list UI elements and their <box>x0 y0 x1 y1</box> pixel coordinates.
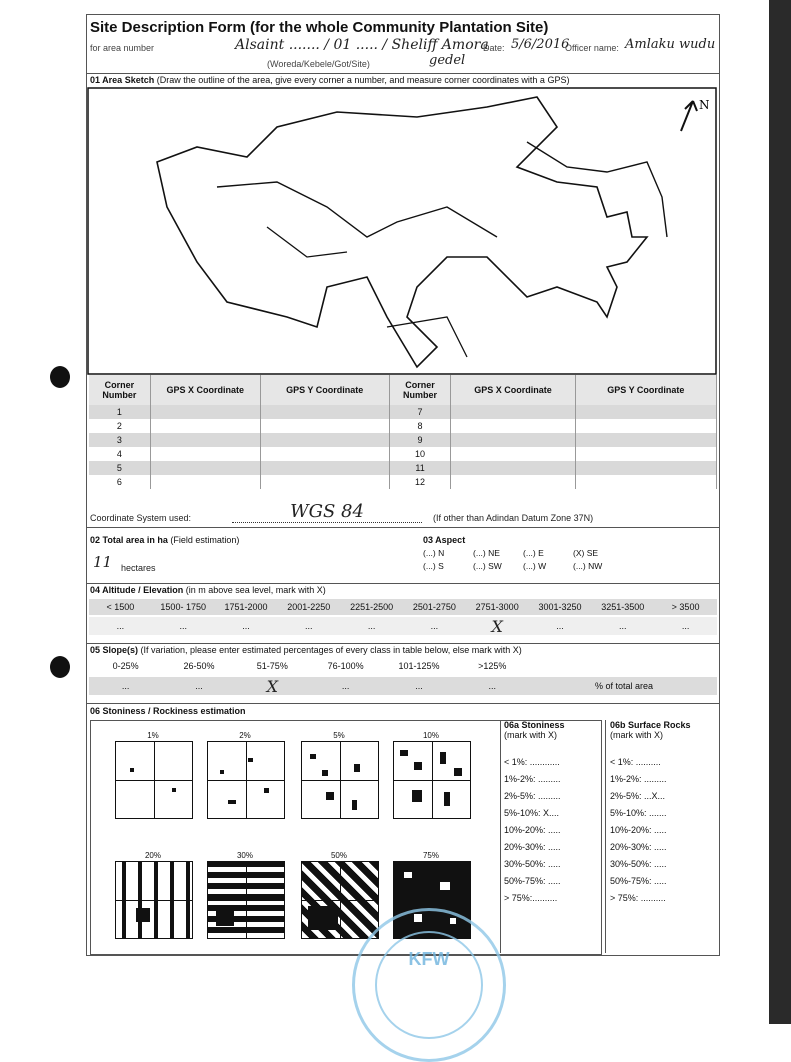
stoniness-5pct <box>301 741 379 819</box>
section-06-title: 06 Stoniness / Rockiness estimation <box>90 706 246 716</box>
stamp-text: KFW <box>408 949 450 969</box>
table-row: 6 12 <box>89 475 717 489</box>
area-sketch <box>87 87 719 375</box>
col-header: GPS Y Coordinate <box>575 375 716 405</box>
col-header: GPS Y Coordinate <box>260 375 389 405</box>
section-05-title: 05 Slope(s) (If variation, please enter estimated percentages of every class in table below, else mark with X) <box>90 645 522 655</box>
location-sublabel: (Woreda/Kebele/Got/Site) <box>267 59 370 69</box>
stoniness-2pct <box>207 741 285 819</box>
pct-label: 5% <box>333 731 345 740</box>
punch-hole <box>50 366 70 388</box>
site-value[interactable]: gedel <box>429 53 466 68</box>
col-header: Corner Number <box>389 375 451 405</box>
site-description-form <box>86 14 720 956</box>
col-header: Corner Number <box>89 375 150 405</box>
stoniness-list: 06a Stoniness (mark with X) < 1%: ............ 1%-2%: ......... 2%-5%: ......... 5%-10%: X.... 10%-20%: ..... 20%-30%: ..... 30%-50%: ..... 50%-75%: ..... > 75%:.......... <box>500 720 606 953</box>
date-value[interactable]: 5/6/2016 <box>511 37 570 52</box>
pct-label: 30% <box>236 851 253 860</box>
coord-value[interactable]: WGS 84 <box>232 501 422 523</box>
coord-note: (If other than Adindan Datum Zone 37N) <box>433 513 594 523</box>
altitude-marks[interactable]: ... ... ... ... ... ... X ... ... ... <box>89 617 717 635</box>
punch-hole <box>50 656 70 678</box>
area-number-value[interactable]: Alsaint ....... / 01 ..... / Sheliff Amora <box>235 37 489 53</box>
officer-label: Officer name: <box>565 43 619 53</box>
pct-label: 50% <box>330 851 347 860</box>
north-label: N <box>699 98 710 112</box>
stoniness-30pct <box>207 861 285 939</box>
for-area-label: for area number <box>90 43 155 53</box>
stoniness-1pct <box>115 741 193 819</box>
section-04-title: 04 Altitude / Elevation (in m above sea level, mark with X) <box>90 585 326 595</box>
date-label: Date: <box>483 43 505 53</box>
section-01-title: 01 Area Sketch (Draw the outline of the area, give every corner a number, and measure corner coordinates with a GPS) <box>90 75 570 85</box>
pct-label: 1% <box>147 731 159 740</box>
col-header: GPS X Coordinate <box>150 375 260 405</box>
pct-label: 20% <box>144 851 161 860</box>
altitude-classes: < 1500 1500- 1750 1751-2000 2001-2250 2251-2500 2501-2750 2751-3000 3001-3250 3251-3500 > 3500 <box>89 599 717 615</box>
table-row: 5 11 <box>89 461 717 475</box>
slope-classes: 0-25% 26-50% 51-75% 76-100% 101-125% >125% <box>112 661 507 671</box>
stoniness-10pct <box>393 741 471 819</box>
table-row: 4 10 <box>89 447 717 461</box>
table-row: 1 7 <box>89 405 717 419</box>
stoniness-50pct <box>301 861 379 939</box>
total-area-label: % of total area <box>595 681 654 691</box>
coord-label: Coordinate System used: <box>90 513 192 523</box>
hectares-label: hectares <box>121 563 156 573</box>
section-03-title: 03 Aspect <box>423 535 466 545</box>
corner-coordinates-table <box>89 375 717 489</box>
aspect-options: (...) N (...) NE (...) E (X) SE (...) S (...) SW (...) W (...) NW <box>423 548 603 571</box>
stamp-seal <box>352 908 506 1062</box>
area-ha-value[interactable]: 11 <box>93 553 113 571</box>
page-edge <box>769 0 791 1024</box>
pct-label: 10% <box>422 731 439 740</box>
table-row: 2 8 <box>89 419 717 433</box>
pct-label: 2% <box>239 731 251 740</box>
surface-rocks-list: 06b Surface Rocks (mark with X) < 1%: .......... 1%-2%: ......... 2%-5%: ...X... 5%-10%: ....... 10%-20%: ..... 20%-30%: ..... 30%-50%: ..... 50%-75%: ..... > 75%: .......... <box>605 720 718 953</box>
form-title: Site Description Form (for the whole Community Plantation Site) <box>90 19 549 36</box>
section-02-title: 02 Total area in ha (Field estimation) <box>90 535 240 545</box>
table-row: 3 9 <box>89 433 717 447</box>
stoniness-20pct <box>115 861 193 939</box>
pct-label: 75% <box>422 851 439 860</box>
slope-marks[interactable]: ... ... X ... ... ... <box>121 676 497 696</box>
col-header: GPS X Coordinate <box>451 375 575 405</box>
officer-value[interactable]: Amlaku wudu <box>625 37 716 52</box>
